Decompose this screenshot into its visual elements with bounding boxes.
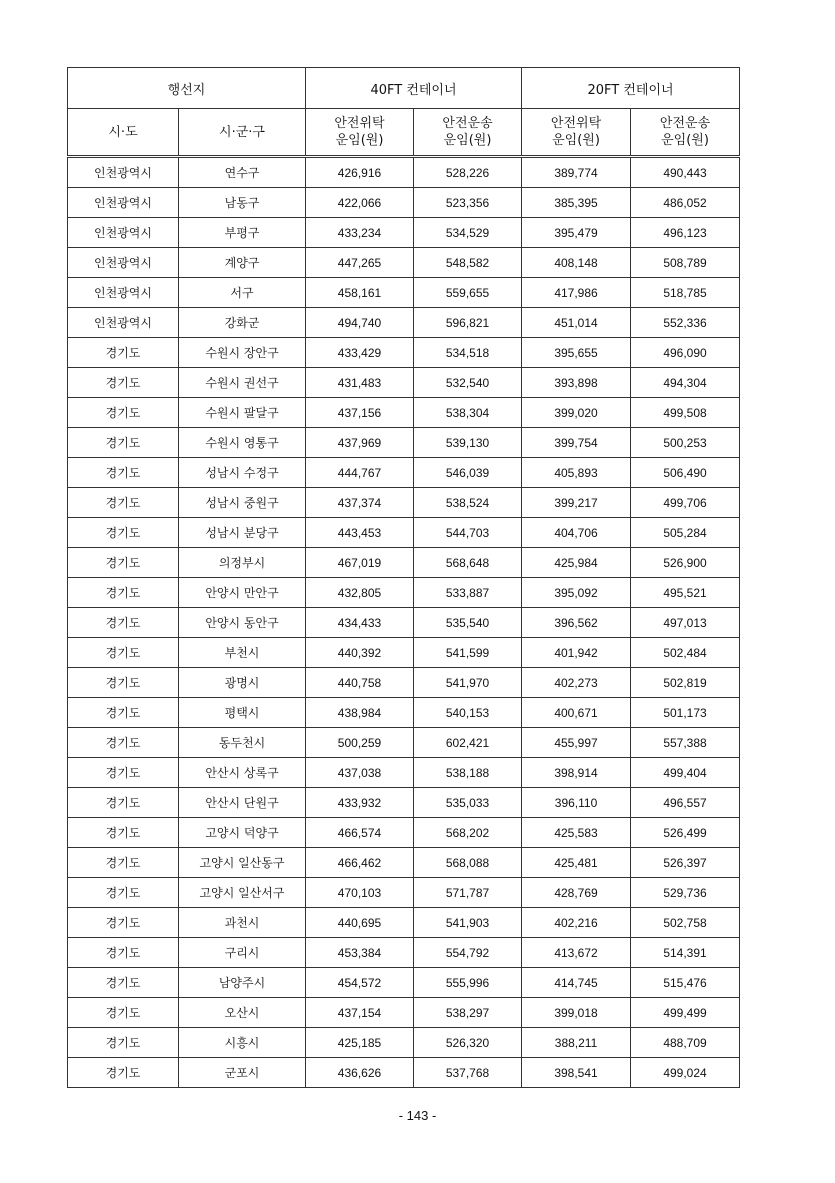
table-row (68, 818, 740, 848)
f40-consign-header (306, 109, 414, 157)
f20-consign-cell: 451,014 (522, 308, 631, 338)
table-row (68, 338, 740, 368)
f20-transport-header (631, 109, 740, 157)
province-cell: 경기도 (68, 698, 179, 728)
table-row (68, 758, 740, 788)
city-cell: 부평구 (179, 218, 306, 248)
f40-transport-cell: 571,787 (414, 878, 522, 908)
header-line: 안전운송 (659, 116, 711, 131)
table-row (68, 1028, 740, 1058)
province-cell: 경기도 (68, 608, 179, 638)
province-cell: 경기도 (68, 908, 179, 938)
f40-consign-cell: 454,572 (306, 968, 414, 998)
province-cell: 경기도 (68, 1058, 179, 1088)
table-row (68, 248, 740, 278)
freight-rate-table (67, 67, 740, 1088)
city-cell: 고양시 일산동구 (179, 848, 306, 878)
page-number: - 143 - (398, 1108, 437, 1123)
f40-consign-cell: 437,156 (306, 398, 414, 428)
f40-consign-cell: 434,433 (306, 608, 414, 638)
f40-consign-cell: 437,969 (306, 428, 414, 458)
f40-transport-cell: 535,033 (414, 788, 522, 818)
province-cell: 인천광역시 (68, 218, 179, 248)
f40-transport-cell: 535,540 (414, 608, 522, 638)
f20-consign-cell: 385,395 (522, 188, 631, 218)
f20-transport-cell: 526,397 (631, 848, 740, 878)
province-cell: 경기도 (68, 488, 179, 518)
province-cell: 경기도 (68, 578, 179, 608)
province-cell: 경기도 (68, 938, 179, 968)
table-row (68, 938, 740, 968)
f40-transport-cell: 548,582 (414, 248, 522, 278)
city-cell: 강화군 (179, 308, 306, 338)
f40-consign-cell: 444,767 (306, 458, 414, 488)
table-row (68, 458, 740, 488)
f40-consign-cell: 432,805 (306, 578, 414, 608)
province-cell: 경기도 (68, 458, 179, 488)
f20-consign-cell: 393,898 (522, 368, 631, 398)
city-cell: 고양시 일산서구 (179, 878, 306, 908)
f40-transport-cell: 528,226 (414, 157, 522, 188)
f40-consign-cell: 447,265 (306, 248, 414, 278)
f40-transport-cell: 546,039 (414, 458, 522, 488)
f40-consign-cell: 425,185 (306, 1028, 414, 1058)
f20-transport-cell: 499,404 (631, 758, 740, 788)
f40-consign-cell: 437,374 (306, 488, 414, 518)
f40-transport-cell: 534,518 (414, 338, 522, 368)
province-cell: 경기도 (68, 398, 179, 428)
f40-transport-cell: 537,768 (414, 1058, 522, 1088)
f20-consign-header (522, 109, 631, 157)
city-cell: 고양시 덕양구 (179, 818, 306, 848)
f20-transport-cell: 529,736 (631, 878, 740, 908)
province-cell: 인천광역시 (68, 248, 179, 278)
city-cell: 수원시 팔달구 (179, 398, 306, 428)
f40-transport-cell: 538,304 (414, 398, 522, 428)
table-row (68, 157, 740, 188)
f40-consign-cell: 470,103 (306, 878, 414, 908)
f20-consign-cell: 395,479 (522, 218, 631, 248)
f40-transport-header (414, 109, 522, 157)
table-row (68, 218, 740, 248)
city-cell: 서구 (179, 278, 306, 308)
f20-consign-cell: 428,769 (522, 878, 631, 908)
f20-transport-cell: 497,013 (631, 608, 740, 638)
f20-transport-cell: 514,391 (631, 938, 740, 968)
province-cell: 경기도 (68, 998, 179, 1028)
f20-transport-cell: 506,490 (631, 458, 740, 488)
city-cell: 안양시 동안구 (179, 608, 306, 638)
province-cell: 경기도 (68, 788, 179, 818)
f20-consign-cell: 408,148 (522, 248, 631, 278)
table-row (68, 788, 740, 818)
table-row (68, 278, 740, 308)
f40-transport-cell: 568,648 (414, 548, 522, 578)
f20-transport-cell: 526,900 (631, 548, 740, 578)
f20-transport-cell: 515,476 (631, 968, 740, 998)
f20-transport-cell: 490,443 (631, 157, 740, 188)
f40-transport-cell: 541,903 (414, 908, 522, 938)
f40-transport-cell: 568,088 (414, 848, 522, 878)
city-cell: 구리시 (179, 938, 306, 968)
city-cell: 부천시 (179, 638, 306, 668)
f40-consign-cell: 440,758 (306, 668, 414, 698)
table-row (68, 668, 740, 698)
f20-transport-cell: 502,758 (631, 908, 740, 938)
f20-consign-cell: 388,211 (522, 1028, 631, 1058)
province-cell: 경기도 (68, 428, 179, 458)
f40-transport-cell: 602,421 (414, 728, 522, 758)
city-cell: 동두천시 (179, 728, 306, 758)
province-cell: 인천광역시 (68, 188, 179, 218)
f20-consign-cell: 414,745 (522, 968, 631, 998)
f40-consign-cell: 443,453 (306, 518, 414, 548)
table-row (68, 188, 740, 218)
f40-transport-cell: 555,996 (414, 968, 522, 998)
f40-transport-cell: 544,703 (414, 518, 522, 548)
f20-transport-cell: 518,785 (631, 278, 740, 308)
f20-transport-cell: 496,557 (631, 788, 740, 818)
f40-transport-cell: 526,320 (414, 1028, 522, 1058)
province-cell: 인천광역시 (68, 278, 179, 308)
f20-transport-cell: 500,253 (631, 428, 740, 458)
province-cell: 경기도 (68, 848, 179, 878)
city-cell: 성남시 중원구 (179, 488, 306, 518)
city-cell: 광명시 (179, 668, 306, 698)
f40-consign-cell: 433,932 (306, 788, 414, 818)
f40-consign-cell: 437,154 (306, 998, 414, 1028)
f40-consign-cell: 500,259 (306, 728, 414, 758)
f40-transport-cell: 568,202 (414, 818, 522, 848)
city-cell: 의정부시 (179, 548, 306, 578)
table-row (68, 728, 740, 758)
city-cell: 수원시 장안구 (179, 338, 306, 368)
city-cell: 수원시 영통구 (179, 428, 306, 458)
f20-transport-cell: 499,024 (631, 1058, 740, 1088)
province-cell: 경기도 (68, 818, 179, 848)
f40-transport-cell: 534,529 (414, 218, 522, 248)
city-cell: 수원시 권선구 (179, 368, 306, 398)
f20-consign-cell: 417,986 (522, 278, 631, 308)
f40-consign-cell: 466,574 (306, 818, 414, 848)
f20-consign-cell: 389,774 (522, 157, 631, 188)
f20-transport-cell: 486,052 (631, 188, 740, 218)
f20-transport-cell: 495,521 (631, 578, 740, 608)
f40-consign-cell: 440,392 (306, 638, 414, 668)
f40-consign-cell: 437,038 (306, 758, 414, 788)
f40-transport-cell: 538,524 (414, 488, 522, 518)
f20-transport-cell: 488,709 (631, 1028, 740, 1058)
table-row (68, 698, 740, 728)
province-cell: 경기도 (68, 1028, 179, 1058)
table-row (68, 548, 740, 578)
f20-consign-cell: 425,984 (522, 548, 631, 578)
f20-consign-cell: 404,706 (522, 518, 631, 548)
header-line: 안전위탁 (550, 116, 602, 131)
province-cell: 경기도 (68, 668, 179, 698)
f20-transport-cell: 505,284 (631, 518, 740, 548)
f40-transport-cell: 539,130 (414, 428, 522, 458)
f20-consign-cell: 396,110 (522, 788, 631, 818)
f20-transport-cell: 496,123 (631, 218, 740, 248)
province-cell: 인천광역시 (68, 157, 179, 188)
f20-consign-cell: 399,754 (522, 428, 631, 458)
table-body (68, 157, 740, 1088)
city-cell: 안산시 단원구 (179, 788, 306, 818)
city-cell: 시흥시 (179, 1028, 306, 1058)
f20-consign-cell: 396,562 (522, 608, 631, 638)
f20-transport-cell: 526,499 (631, 818, 740, 848)
header-line: 안전운송 (442, 116, 493, 131)
f20-consign-cell: 400,671 (522, 698, 631, 728)
f20-consign-cell: 425,481 (522, 848, 631, 878)
f20-consign-cell: 395,092 (522, 578, 631, 608)
f20-transport-cell: 501,173 (631, 698, 740, 728)
header-line: 운임(원) (443, 133, 492, 148)
city-cell: 성남시 분당구 (179, 518, 306, 548)
city-cell: 안산시 상록구 (179, 758, 306, 788)
table-row (68, 608, 740, 638)
f40-consign-cell: 433,234 (306, 218, 414, 248)
province-cell: 경기도 (68, 758, 179, 788)
f20-transport-cell: 557,388 (631, 728, 740, 758)
table-row (68, 998, 740, 1028)
table-row (68, 968, 740, 998)
province-cell: 경기도 (68, 548, 179, 578)
province-cell: 경기도 (68, 368, 179, 398)
f40-transport-cell: 532,540 (414, 368, 522, 398)
city-cell: 남동구 (179, 188, 306, 218)
table-row (68, 908, 740, 938)
f40-transport-cell: 533,887 (414, 578, 522, 608)
f20-transport-cell: 499,706 (631, 488, 740, 518)
f40-consign-cell: 422,066 (306, 188, 414, 218)
f40-transport-cell: 538,188 (414, 758, 522, 788)
f40-consign-cell: 431,483 (306, 368, 414, 398)
f20-consign-cell: 395,655 (522, 338, 631, 368)
f40-consign-cell: 433,429 (306, 338, 414, 368)
table-row (68, 518, 740, 548)
f40-transport-cell: 596,821 (414, 308, 522, 338)
f20-transport-cell: 494,304 (631, 368, 740, 398)
f40-consign-cell: 458,161 (306, 278, 414, 308)
f20-transport-cell: 502,819 (631, 668, 740, 698)
province-header: 시·도 (68, 109, 179, 157)
f20-consign-cell: 398,541 (522, 1058, 631, 1088)
f40-consign-cell: 436,626 (306, 1058, 414, 1088)
f20-consign-cell: 455,997 (522, 728, 631, 758)
province-cell: 경기도 (68, 728, 179, 758)
f40-transport-cell: 538,297 (414, 998, 522, 1028)
province-cell: 경기도 (68, 968, 179, 998)
f40-transport-cell: 559,655 (414, 278, 522, 308)
header-line: 운임(원) (661, 133, 709, 148)
f20-consign-cell: 425,583 (522, 818, 631, 848)
f20-consign-cell: 402,273 (522, 668, 631, 698)
f20-transport-cell: 552,336 (631, 308, 740, 338)
table-row (68, 368, 740, 398)
container-40ft-header: 40FT 컨테이너 (306, 68, 522, 109)
f40-transport-cell: 523,356 (414, 188, 522, 218)
f40-consign-cell: 467,019 (306, 548, 414, 578)
city-cell: 안양시 만안구 (179, 578, 306, 608)
city-cell: 군포시 (179, 1058, 306, 1088)
f20-transport-cell: 499,499 (631, 998, 740, 1028)
f40-consign-cell: 466,462 (306, 848, 414, 878)
f20-transport-cell: 508,789 (631, 248, 740, 278)
f40-transport-cell: 554,792 (414, 938, 522, 968)
f20-consign-cell: 398,914 (522, 758, 631, 788)
city-cell: 성남시 수정구 (179, 458, 306, 488)
table-row (68, 1058, 740, 1088)
f20-transport-cell: 499,508 (631, 398, 740, 428)
province-cell: 경기도 (68, 878, 179, 908)
header-line: 운임(원) (335, 133, 384, 148)
city-cell: 평택시 (179, 698, 306, 728)
city-cell: 계양구 (179, 248, 306, 278)
header-line: 안전위탁 (334, 116, 385, 131)
province-cell: 경기도 (68, 338, 179, 368)
table-header (68, 68, 740, 157)
f40-consign-cell: 440,695 (306, 908, 414, 938)
f40-consign-cell: 453,384 (306, 938, 414, 968)
f20-consign-cell: 405,893 (522, 458, 631, 488)
f40-transport-cell: 541,970 (414, 668, 522, 698)
f20-transport-cell: 496,090 (631, 338, 740, 368)
city-header: 시·군·구 (179, 109, 306, 157)
city-cell: 연수구 (179, 157, 306, 188)
destination-header: 행선지 (68, 68, 306, 109)
table-row (68, 428, 740, 458)
f20-consign-cell: 401,942 (522, 638, 631, 668)
f40-consign-cell: 494,740 (306, 308, 414, 338)
table-row (68, 578, 740, 608)
table-row (68, 488, 740, 518)
f40-consign-cell: 426,916 (306, 157, 414, 188)
table-row (68, 638, 740, 668)
table-row (68, 398, 740, 428)
container-20ft-header: 20FT 컨테이너 (522, 68, 740, 109)
f20-consign-cell: 413,672 (522, 938, 631, 968)
f20-consign-cell: 402,216 (522, 908, 631, 938)
province-cell: 경기도 (68, 518, 179, 548)
city-cell: 오산시 (179, 998, 306, 1028)
f20-consign-cell: 399,018 (522, 998, 631, 1028)
f20-transport-cell: 502,484 (631, 638, 740, 668)
province-cell: 경기도 (68, 638, 179, 668)
table-row (68, 308, 740, 338)
table-row (68, 848, 740, 878)
header-line: 운임(원) (552, 133, 600, 148)
province-cell: 인천광역시 (68, 308, 179, 338)
f40-transport-cell: 541,599 (414, 638, 522, 668)
f40-transport-cell: 540,153 (414, 698, 522, 728)
f20-consign-cell: 399,020 (522, 398, 631, 428)
table-row (68, 878, 740, 908)
f40-consign-cell: 438,984 (306, 698, 414, 728)
city-cell: 남양주시 (179, 968, 306, 998)
f20-consign-cell: 399,217 (522, 488, 631, 518)
city-cell: 과천시 (179, 908, 306, 938)
